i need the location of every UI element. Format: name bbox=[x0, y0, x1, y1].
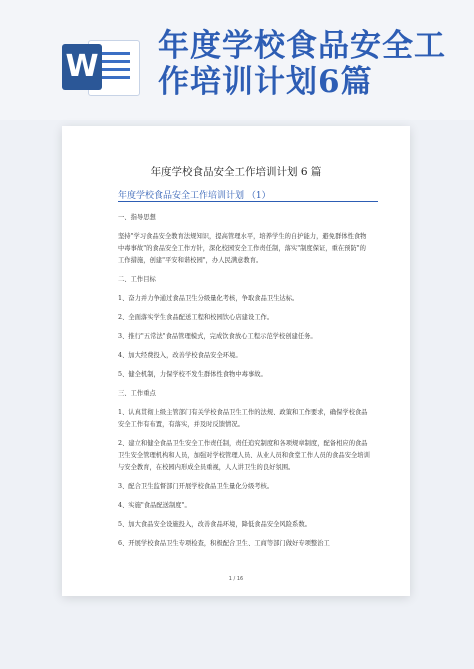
page-number: 1 / 16 bbox=[228, 576, 244, 582]
section-line: 一、指导思想 bbox=[118, 214, 156, 221]
section-line: 5、加大食品安全设施投入，改善食品环境，降低食品安全风险系数。 bbox=[118, 521, 311, 528]
section-line: 4、加大经费投入，改善学校食品安全环境。 bbox=[118, 352, 242, 359]
body-paragraph: 坚持"学习食品安全教育法规知识，提高管理水平，培养学生的自护能力，避免群体性食物中毒事故"的食品安全工作方针，深化校园安全工作责任制，落实"制度保证，重在预防"的工作措施，创建"平安和谐校园"，办人民满意教育。 bbox=[118, 233, 367, 264]
document-title: 年度学校食品安全工作培训计划 6 篇 bbox=[150, 166, 322, 178]
section-line: 5、健全机制，力保学校不发生群体性食物中毒事故。 bbox=[118, 371, 267, 378]
section-line: 2、全面落实学生食品配送工程和校园饮心店建设工作。 bbox=[118, 314, 274, 321]
section-line: 3、配合卫生监督部门开展学校食品卫生量化分级考核。 bbox=[118, 483, 274, 490]
subtitle-underline bbox=[118, 201, 378, 202]
document-body bbox=[118, 212, 370, 557]
document-subtitle: 年度学校食品安全工作培训计划 （1） bbox=[118, 191, 271, 201]
section-line: 4、实施"食品配送制度"。 bbox=[118, 502, 191, 509]
body-paragraph: 1、认真贯彻上级主管部门有关学校食品卫生工作的法规、政策和工作要求，确保学校食品安全工作有布置，有落实，并及时反馈情况。 bbox=[118, 409, 368, 428]
body-paragraph: 2、建立和健全食品卫生安全工作责任制，责任追究制度和各项规章制度，配备相应的食品卫生安全管理机构和人员，加强对学校管理人员、从业人员和食堂工作人员的食品安全培训与安全教育，在校园内形成全员重视，人人讲卫生的良好氛围。 bbox=[118, 440, 370, 471]
section-line: 6、开展学校食品卫生专项检查，积极配合卫生、工商等部门做好专项整治工 bbox=[118, 540, 330, 547]
word-logo-letter: W bbox=[62, 44, 102, 90]
banner-title: 年度学校食品安全工作培训计划6篇 bbox=[158, 28, 446, 100]
document-page bbox=[62, 126, 410, 596]
section-line: 三、工作重点 bbox=[118, 390, 156, 397]
section-line: 二、工作目标 bbox=[118, 276, 156, 283]
banner bbox=[0, 0, 474, 120]
section-line: 3、推行"五常法"食品管理模式，完成饮食放心工程示范学校创建任务。 bbox=[118, 333, 317, 340]
word-document-icon bbox=[62, 38, 140, 96]
section-line: 1、奋力并力争通过食品卫生分级量化考核，争取食品卫生达标。 bbox=[118, 295, 299, 302]
